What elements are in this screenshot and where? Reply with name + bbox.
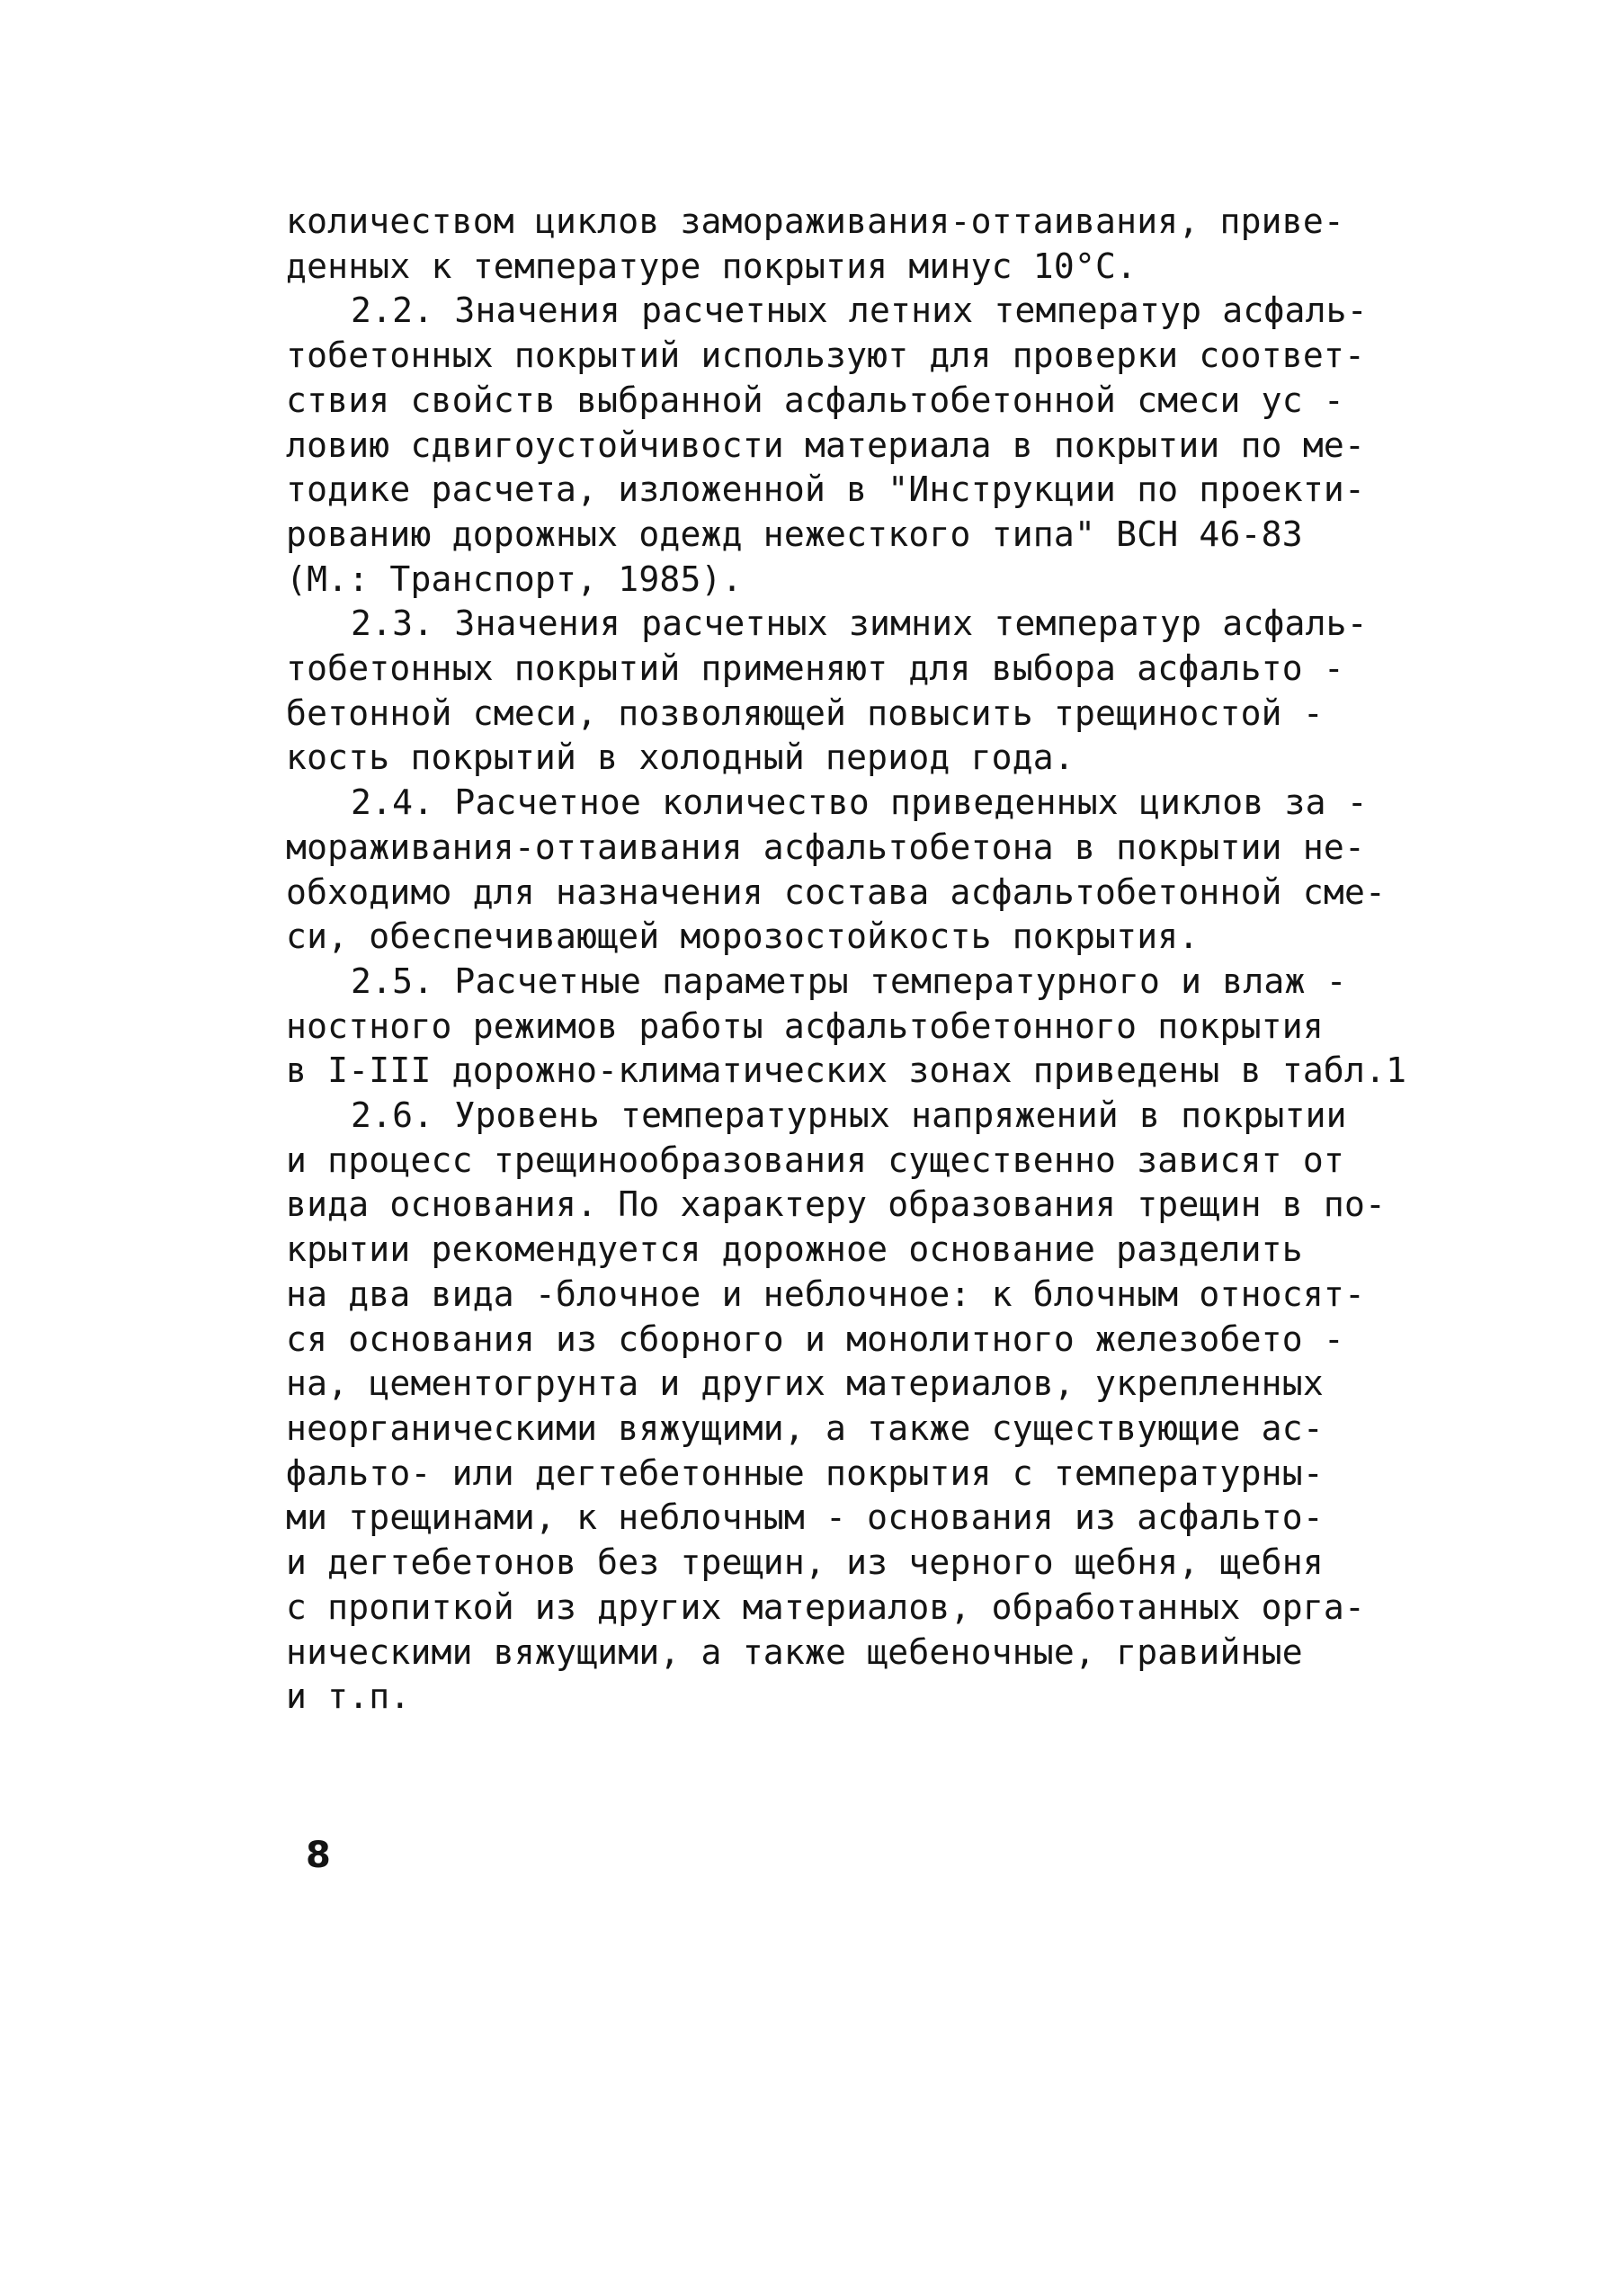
paragraph-2-5-start: 2.5. Расчетные параметры температурного и влаж - [351,961,1347,1001]
text-line: и процесс трещинообразования существенно зависят от [286,1139,1344,1180]
text-line: фальто- или дегтебетонные покрытия с температурны- [286,1452,1324,1493]
text-line: на, цементогрунта и других материалов, укрепленных [286,1363,1324,1404]
text-line: крытии рекомендуется дорожное основание разделить [286,1229,1303,1270]
text-line: ствия свойств выбранной асфальтобетонной смеси ус - [286,380,1344,420]
text-line: мораживания-оттаивания асфальтобетона в покрытии не- [286,827,1366,867]
text-line: (М.: Транспорт, 1985). [286,559,743,599]
text-line: ми трещинами, к неблочным - основания из асфальто- [286,1497,1324,1538]
text-line: ловию сдвигоустойчивости материала в покрытии по ме- [286,425,1366,465]
text-line: количеством циклов замораживания-оттаивания, приве- [286,201,1344,241]
paragraph-2-2-start: 2.2. Значения расчетных летних температур асфаль- [351,290,1368,331]
text-line: кость покрытий в холодный период года. [286,737,1075,778]
text-line: неорганическими вяжущими, а также существующие ас- [286,1408,1324,1448]
text-line: ся основания из сборного и монолитного железобето - [286,1318,1344,1359]
text-line: и т.п. [286,1676,411,1717]
text-line: си, обеспечивающей морозостойкость покрытия. [286,916,1200,957]
paragraph-2-4-start: 2.4. Расчетное количество приведенных циклов за - [351,782,1368,823]
text-line: бетонной смеси, позволяющей повысить трещиностой - [286,693,1324,733]
text-line: с пропиткой из других материалов, обработанных орга- [286,1586,1366,1627]
text-line: денных к температуре покрытия минус 10°С. [286,246,1138,286]
text-line: рованию дорожных одежд нежесткого типа" ВСН 46-83 [286,514,1303,554]
text-line: ностного режимов работы асфальтобетонного покрытия [286,1005,1324,1046]
text-line: обходимо для назначения состава асфальтобетонной сме- [286,871,1387,912]
text-line: в I-III дорожно-климатических зонах приведены в табл.1 [286,1050,1407,1091]
text-line: вида основания. По характеру образования трещин в по- [286,1184,1387,1225]
text-line: тобетонных покрытий используют для проверки соответ- [286,335,1366,376]
page-number: 8 [306,1835,331,1876]
text-line: и дегтебетонов без трещин, из черного щебня, щебня [286,1542,1324,1583]
text-line: ническими вяжущими, а также щебеночные, гравийные [286,1631,1303,1672]
text-line: тобетонных покрытий применяют для выбора асфальто - [286,648,1344,689]
document-body [286,200,1446,1720]
text-line: тодике расчета, изложенной в "Инструкции по проекти- [286,469,1366,510]
paragraph-2-6-start: 2.6. Уровень температурных напряжений в покрытии [351,1095,1347,1136]
text-line: на два вида -блочное и неблочное: к блочным относят- [286,1274,1366,1314]
paragraph-2-3-start: 2.3. Значения расчетных зимних температур асфаль- [351,603,1368,644]
